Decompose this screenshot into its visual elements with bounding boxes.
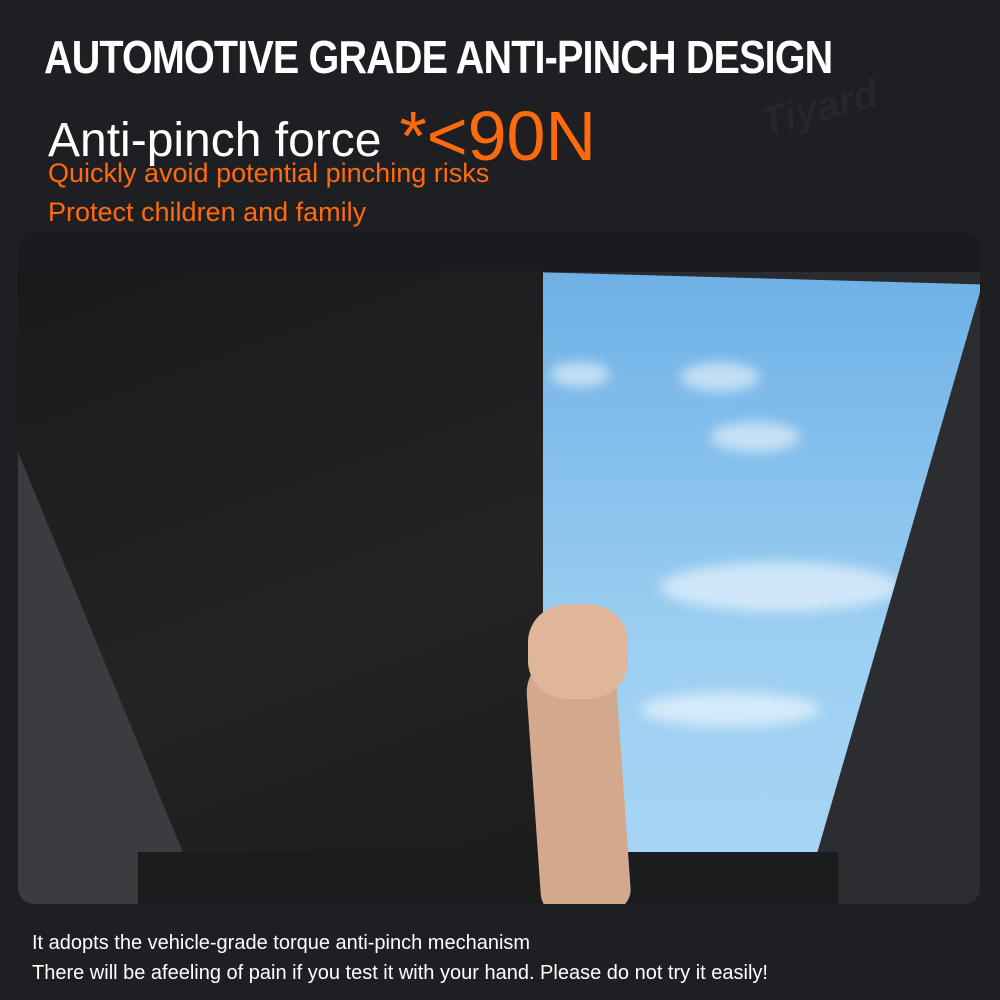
brand-watermark: Tiyard xyxy=(756,71,883,145)
sunroof-photo xyxy=(18,232,980,904)
roof-frame xyxy=(18,232,980,272)
rear-frame xyxy=(138,852,838,904)
note-2: There will be afeeling of pain if you test it with your hand. Please do not try it easily! xyxy=(32,962,768,984)
subtitle-1: Quickly avoid potential pinching risks xyxy=(48,158,490,188)
headline: AUTOMOTIVE GRADE ANTI-PINCH DESIGN xyxy=(44,31,833,83)
hand-fist xyxy=(528,604,628,699)
subtitle-2: Protect children and family xyxy=(48,197,367,227)
force-label: Anti-pinch force xyxy=(48,114,382,167)
note-1: It adopts the vehicle-grade torque anti-pinch mechanism xyxy=(32,932,531,954)
force-value: *<90N xyxy=(399,97,597,175)
